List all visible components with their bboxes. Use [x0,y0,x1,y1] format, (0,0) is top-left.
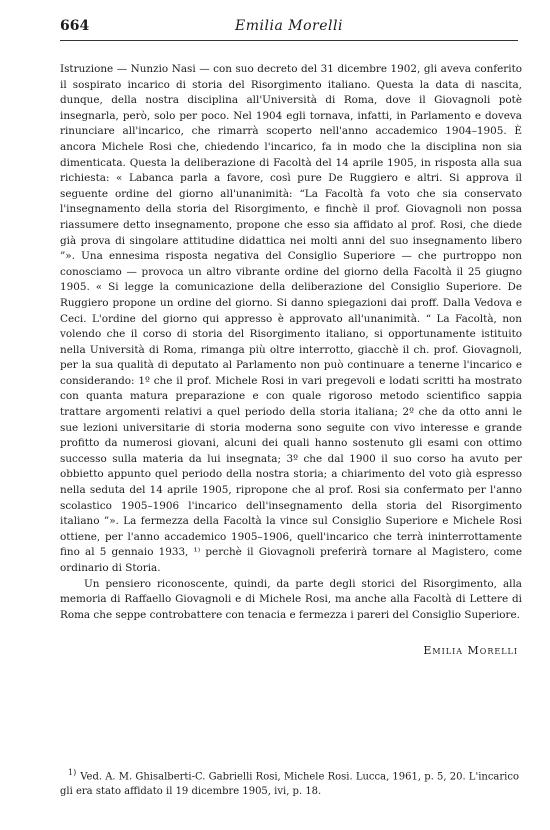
author-signature: Emilia Morelli [423,644,518,657]
paragraph-2: Un pensiero riconoscente, quindi, da parte degli storici del Risorgimento, alla memoria di Raffaello Giovagnoli e di Michele Rosi, ma anche alla Facoltà di Lettere di Roma che seppe controbattere con tenacia e fermezza i pareri del Consiglio Superiore. [60,577,522,621]
footnote-marker: 1) [68,768,77,777]
page-number: 664 [60,18,90,34]
running-head: Emilia Morelli [235,18,343,34]
footnote-text: Ved. A. M. Ghisalberti-C. Gabrielli Rosi, Michele Rosi. Lucca, 1961, p. 5, 20. L'incarico gli era stato affidato il 19 dicembre 1905, ivi, p. 18. [60,771,519,798]
footnote [60,765,522,799]
paragraph-1: Istruzione — Nunzio Nasi — con suo decreto del 31 dicembre 1902, gli aveva conferito il sospirato incarico di storia del Risorgimento italiano. Questa la data di nascita, dunque, della nostra disciplina all'Università di Roma, dove il Giovagnoli potè insegnarla, però, solo per poco. Nel 1904 egli tornava, infatti, in Parlamento e doveva rinunciare all'incarico, che rimarrà scoperto nell'anno accademico 1904–1905. È ancora Michele Rosi che, chiedendo l'incarico, fa in modo che la disciplina non sia dimenticata. Questa la deliberazione di Facoltà del 14 aprile 1905, in risposta alla sua richiesta: « Labanca parla a favore, così pure De Ruggiero e altri. Si approva il seguente ordine del giorno all'unanimità: “La Facoltà fa voto che sia conservato l'insegnamento della storia del Risorgimento, e finchè il prof. Giovagnoli non possa riassumere detto insegnamento, propone che esso sia affidato al prof. Rosi, che diede già prova di singolare attitudine didattica nei molti anni del suo insegnamento libero ”». Una ennesima risposta negativa del Consiglio Superiore — che purtroppo non conosciamo — provoca un altro vibrante ordine del giorno della Facoltà il 25 giugno 1905. « Si legge la comunicazione della deliberazione del Consiglio Superiore. De Ruggiero propone un ordine del giorno. Si danno spiegazioni dai proff. Dalla Vedova e Ceci. L'ordine del giorno qui appresso è approvato all'unanimità. “ La Facoltà, non volendo che il corso di storia del Risorgimento italiano, si opportunamente istituito nella Università di Roma, rimanga più oltre interrotto, giacchè il ch. prof. Giovagnoli, per la sua qualità di deputato al Parlamento non può continuare a tenerne l'incarico e considerando: 1º che il prof. Michele Rosi in vari pregevoli e lodati scritti ha mostrato con quanta matura preparazione e con quale rigoroso metodo scientifico sappia trattare argomenti relativi a quel periodo della storia italiana; 2º che da otto anni le sue lezioni universitarie di storia moderna sono seguite con vivo interesse e grande profitto da numerosi giovani, alcuni dei quali hanno sostenuto gli esami con ottimo successo sulla materia da lui insegnata; 3º che dal 1900 il suo corso ha avuto per obbietto appunto quel periodo della nostra storia; a chiarimento del voto già espresso nella seduta del 14 aprile 1905, ripropone che al prof. Rosi sia confermato per l'anno scolastico 1905–1906 l'incarico dell'insegnamento della storia del Risorgimento italiano ”». La fermezza della Facoltà la vince sul Consiglio Superiore e Michele Rosi ottiene, per l'anno accademico 1905–1906, quell'incarico che terrà ininterrottamente fino al 5 gennaio 1933, ¹⁾ perchè il Giovagnoli preferirà tornare al Magistero, come ordinario di Storia. [60,63,522,574]
page-header [60,18,518,38]
header-rule [60,40,518,41]
main-text [60,62,522,623]
